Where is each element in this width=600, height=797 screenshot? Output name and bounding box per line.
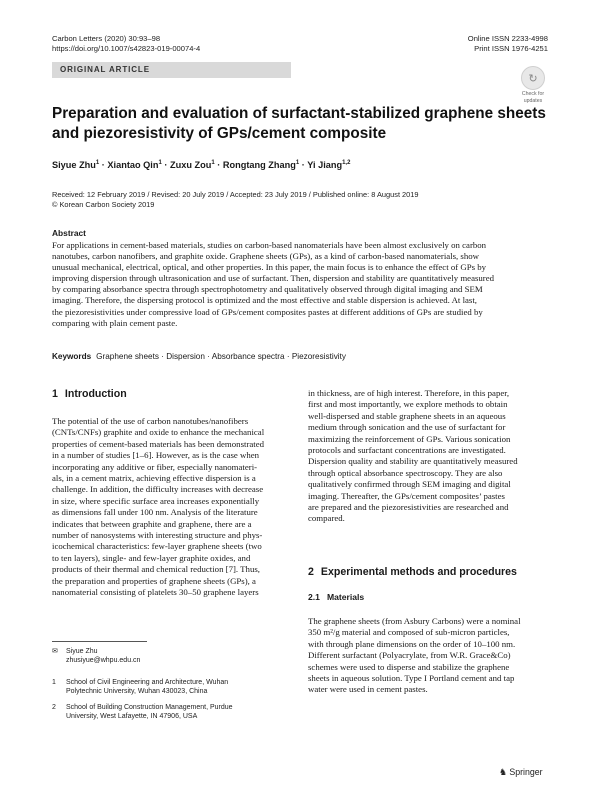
author-separator: · [161, 160, 170, 171]
abstract-line: unusual mechanical, electrical, optical, and other properties. In this paper, the main focus is to enhance the effect of GPs by [52, 262, 487, 273]
body-line: incorporating any additive or fiber, especially nanomateri- [52, 461, 258, 472]
section-heading-introduction [52, 388, 127, 400]
author-affiliation-mark: 1 [295, 160, 300, 166]
body-line: with through plane dimensions on the order of 10–100 nm. [308, 638, 516, 649]
body-line: qualitatively confirmed through SEM imaging and digital [308, 479, 511, 490]
author-affiliation-mark: 1 [211, 160, 215, 166]
body-line: The graphene sheets (from Asbury Carbons) were a nominal [308, 616, 521, 626]
body-line: products of their thermal and chemical reduction [7]. Thus, [52, 564, 260, 575]
running-header-left [52, 34, 200, 54]
author-affiliation-mark: 1 [158, 160, 162, 166]
journal-citation: Carbon Letters (2020) 30:93–98 [52, 34, 161, 43]
body-line: properties of cement-based materials has been demonstrated [52, 438, 265, 449]
body-line: as dimensions fall under 100 nm. Analysis of the literature [52, 507, 258, 518]
abstract-body [52, 240, 549, 329]
author-affiliation-mark: 1 [95, 160, 100, 166]
author-name[interactable]: Siyue Zhu [52, 160, 96, 171]
keywords-list: Graphene sheets · Dispersion · Absorbance spectra · Piezoresistivity [96, 352, 346, 361]
abstract-line: For applications in cement-based materials, studies on carbon-based nanomaterials have been almost exclusively on carbon [52, 240, 487, 250]
author-name[interactable]: Xiantao Qin [107, 160, 159, 171]
body-line: compared. [308, 513, 345, 524]
affiliation-text: Polytechnic University, Wuhan 430023, China [66, 688, 208, 695]
body-line: 350 m²/g material and composed of sub-micron particles, [308, 627, 510, 638]
body-line: in a number of studies [1–6]. However, as is the case when [52, 450, 260, 461]
body-line: to ten layers), single- and few-layer graphite oxides, and [52, 552, 251, 563]
body-line: indicates that between graphite and graphene, there are a [52, 518, 252, 529]
body-line: als, in a cement matrix, achieving effective dispersion is a [52, 473, 256, 484]
body-line: (CNTs/CNFs) graphite and oxide to enhance the mechanical [52, 427, 265, 438]
body-line: schemes were used to disperse and stabilize the graphene [308, 661, 510, 672]
title-line: Preparation and evaluation of surfactant-stabilized graphene sheets [52, 105, 546, 122]
corresponding-author [52, 647, 292, 665]
author-affiliation-mark: 1,2 [342, 160, 351, 166]
body-line: first and most importantly, we explore methods to obtain [308, 399, 508, 410]
copyright-line: © Korean Carbon Society 2019 [52, 200, 155, 209]
intro-left-column [52, 416, 293, 599]
subsection-number: 2.1 [308, 592, 320, 602]
author-separator: · [99, 160, 108, 171]
body-line: Dispersion quality and stability are quantitatively measured [308, 456, 518, 467]
running-header-right [468, 34, 548, 54]
materials-paragraph [308, 616, 549, 696]
footnote-rule [52, 641, 147, 642]
abstract-line: imaging. Therefore, the dispersing protocol is optimized and the most effective and stable dispersion is achieved. At last, [52, 295, 477, 306]
body-line: medium through sonication and the use of surfactant for [308, 422, 506, 433]
publisher-logo [499, 767, 543, 778]
contact-email[interactable]: zhusiyue@whpu.edu.cn [66, 657, 141, 664]
keywords [52, 352, 549, 361]
body-line: in thickness, are of high interest. Therefore, in this paper, [308, 388, 510, 398]
body-line: nanomaterial consisting of platelets 30–50 graphene layers [52, 587, 259, 598]
doi-link[interactable]: https://doi.org/10.1007/s42823-019-00074-4 [52, 44, 201, 53]
author-name[interactable]: Yi Jiang [307, 160, 343, 171]
affiliation-text: University, West Lafayette, IN 47906, USA [66, 713, 198, 720]
abstract-line: the piezoresistivities under compressive load of GPs/cement composites pastes at different additions of GPs are studied by [52, 306, 483, 317]
body-line: through optical absorbance spectroscopy. They are also [308, 467, 503, 478]
intro-right-column [308, 388, 549, 525]
affiliation-1 [52, 678, 292, 696]
body-line: sheets in aqueous solution. Type I Portland cement and tap [308, 673, 515, 684]
body-line: the preparation and properties of graphene sheets (GPs), a [52, 575, 256, 586]
envelope-icon: ✉ [52, 648, 58, 655]
body-line: are prepared and the piezoresistivities are researched and [308, 502, 509, 513]
check-updates-icon: ↻ [521, 66, 545, 90]
article-title [52, 104, 552, 144]
affiliation-text: School of Civil Engineering and Architecture, Wuhan [66, 679, 229, 686]
subsection-title: Materials [326, 592, 365, 602]
affiliation-mark: 1 [52, 679, 56, 686]
section-title: Introduction [64, 388, 127, 400]
abstract-line: improving dispersion through ultrasonication and use of surfactant. Then, dispersion and stability are quantitatively measured [52, 273, 495, 284]
body-line: maximizing the reinforcement of GPs. Various sonication [308, 433, 511, 444]
badge-label-1: Check for [521, 91, 545, 97]
body-line: number of nanosystems with interesting structure and phys- [52, 530, 263, 541]
subsection-heading-materials [308, 592, 364, 602]
check-for-updates-badge[interactable] [518, 66, 548, 104]
publication-history [52, 190, 552, 210]
dates-line: Received: 12 February 2019 / Revised: 20 July 2019 / Accepted: 23 July 2019 / Published online: 8 August 2019 [52, 190, 419, 199]
body-line: imaging. Thereafter, the GPs/cement composites’ pastes [308, 490, 505, 501]
abstract-line: nanotubes, carbon nanofibers, and graphite oxide. Graphene sheets (GPs), as a kind of carbon-based nanomaterials, show [52, 251, 480, 262]
abstract-heading: Abstract [52, 228, 86, 238]
affiliation-mark: 2 [52, 704, 56, 711]
author-separator: · [299, 160, 308, 171]
affiliation-text: School of Building Construction Management, Purdue [66, 704, 233, 711]
body-line: icochemical characteristics: few-layer graphene sheets (two [52, 541, 262, 552]
author-list [52, 157, 552, 171]
section-heading-methods [308, 566, 517, 578]
body-line: Different surfactant (Polyacrylate, from W.R. Grace&Co) [308, 650, 511, 661]
body-line: well-dispersed and stable graphene sheets in an aqueous [308, 410, 506, 421]
title-line: and piezoresistivity of GPs/cement composite [52, 125, 387, 142]
online-issn: Online ISSN 2233-4998 [467, 34, 548, 43]
abstract-line: comparing with plain cement paste. [52, 317, 178, 328]
body-line: in size, where specific surface area increases exponentially [52, 495, 260, 506]
publisher-name: Springer [509, 767, 543, 777]
article-type-band: ORIGINAL ARTICLE [52, 62, 291, 78]
section-number: 1 [52, 388, 58, 400]
section-title: Experimental methods and procedures [320, 566, 517, 578]
body-line: The potential of the use of carbon nanotubes/nanofibers [52, 416, 249, 426]
body-line: water were used in cement pastes. [308, 684, 428, 695]
abstract-line: by comparing absorbance spectra through spectrophotometry and qualitatively observed through digital imaging and SEM [52, 284, 483, 295]
contact-name: Siyue Zhu [66, 648, 98, 655]
author-name[interactable]: Zuxu Zou [170, 160, 212, 171]
section-number: 2 [308, 566, 314, 578]
author-separator: · [214, 160, 223, 171]
author-name[interactable]: Rongtang Zhang [222, 160, 296, 171]
badge-label-2: updates [523, 98, 543, 104]
body-line: protocols and surfactant concentrations are investigated. [308, 445, 506, 456]
body-line: challenge. In addition, the difficulty increases with decrease [52, 484, 264, 495]
keywords-label: Keywords [52, 352, 92, 361]
springer-horse-icon: ♞ [499, 767, 507, 777]
print-issn: Print ISSN 1976-4251 [474, 44, 548, 53]
affiliation-2 [52, 703, 292, 721]
